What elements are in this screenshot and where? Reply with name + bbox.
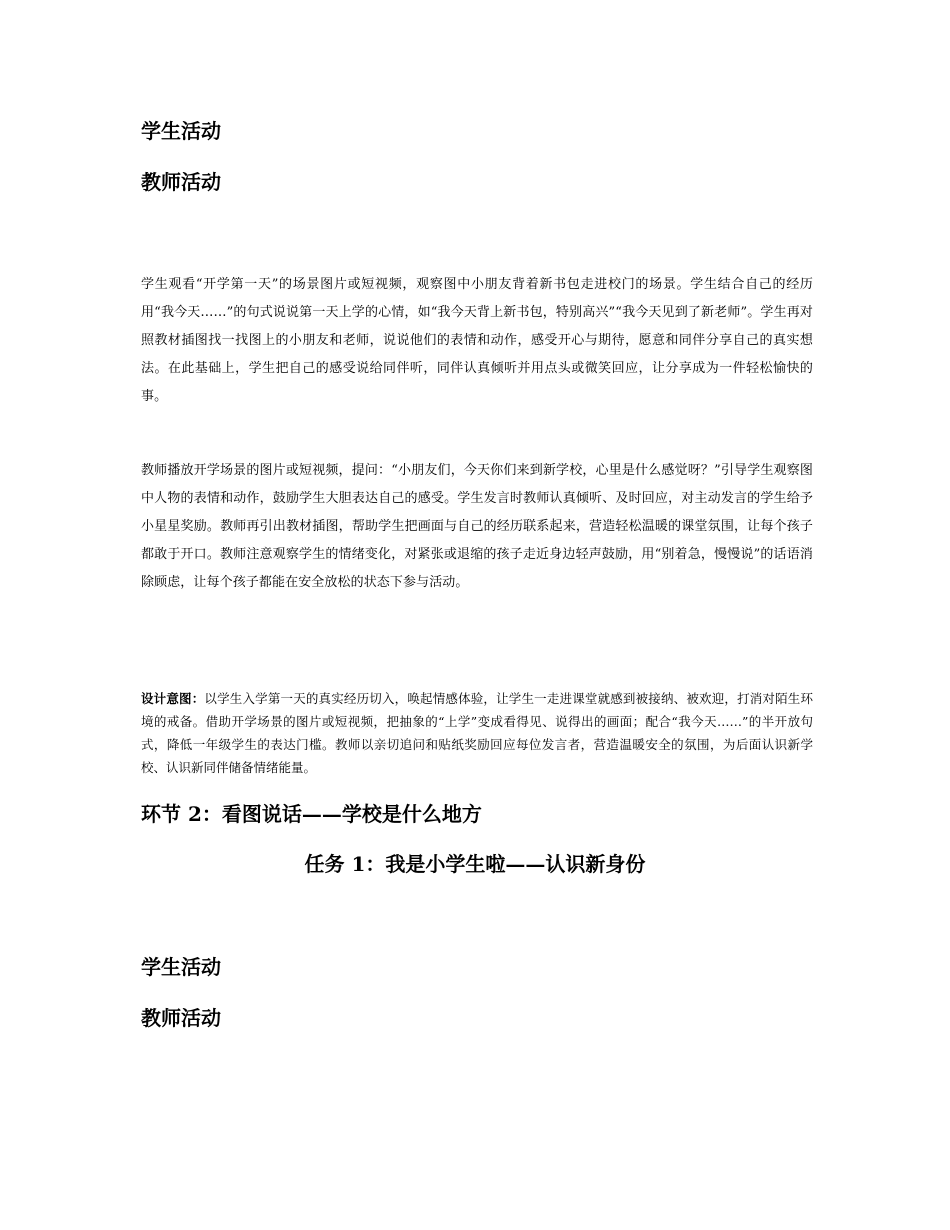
student-activity-heading: 学生活动 xyxy=(141,119,221,143)
task-1-heading: 任务 1：我是小学生啦——认识新身份 xyxy=(304,852,646,876)
teacher-activity-heading-2: 教师活动 xyxy=(141,1006,221,1030)
student-activity-paragraph: 学生观看“开学第一天”的场景图片或短视频，观察图中小朋友背着新书包走进校门的场景。学生结合自己的经历用“我今天……”的句式说说第一天上学的心情，如“我今天背上新书包，特别高兴”“我今天见到了新老师”。学生再对照教材插图找一找图上的小朋友和老师，说说他们的表情和动作，感受开心与期待，愿意和同伴分享自己的真实想法。在此基础上，学生把自己的感受说给同伴听，同伴认真倾听并用点头或微笑回应，让分享成为一件轻松愉快的事。 xyxy=(141,277,813,404)
student-activity-heading-2: 学生活动 xyxy=(141,955,221,979)
design-intent-label: 设计意图： xyxy=(141,691,205,706)
teacher-activity-heading: 教师活动 xyxy=(141,170,221,194)
teacher-activity-paragraph: 教师播放开学场景的图片或短视频，提问：“小朋友们，今天你们来到新学校，心里是什么感觉呀？”引导学生观察图中人物的表情和动作，鼓励学生大胆表达自己的感受。学生发言时教师认真倾听、及时回应，对主动发言的学生给予小星星奖励。教师再引出教材插图，帮助学生把画面与自己的经历联系起来，营造轻松温暖的课堂氛围，让每个孩子都敢于开口。教师注意观察学生的情绪变化，对紧张或退缩的孩子走近身边轻声鼓励，用“别着急，慢慢说”的话语消除顾虑，让每个孩子都能在安全放松的状态下参与活动。 xyxy=(141,463,813,590)
section-2-heading: 环节 2：看图说话——学校是什么地方 xyxy=(141,802,482,826)
design-intent-paragraph xyxy=(141,687,813,779)
design-intent-text: 以学生入学第一天的真实经历切入，唤起情感体验，让学生一走进课堂就感到被接纳、被欢迎，打消对陌生环境的戒备。借助开学场景的图片或短视频，把抽象的“上学”变成看得见、说得出的画面；配合“我今天……”的半开放句式，降低一年级学生的表达门槛。教师以亲切追问和贴纸奖励回应每位发言者，营造温暖安全的氛围，为后面认识新学校、认识新同伴储备情绪能量。 xyxy=(141,691,813,775)
